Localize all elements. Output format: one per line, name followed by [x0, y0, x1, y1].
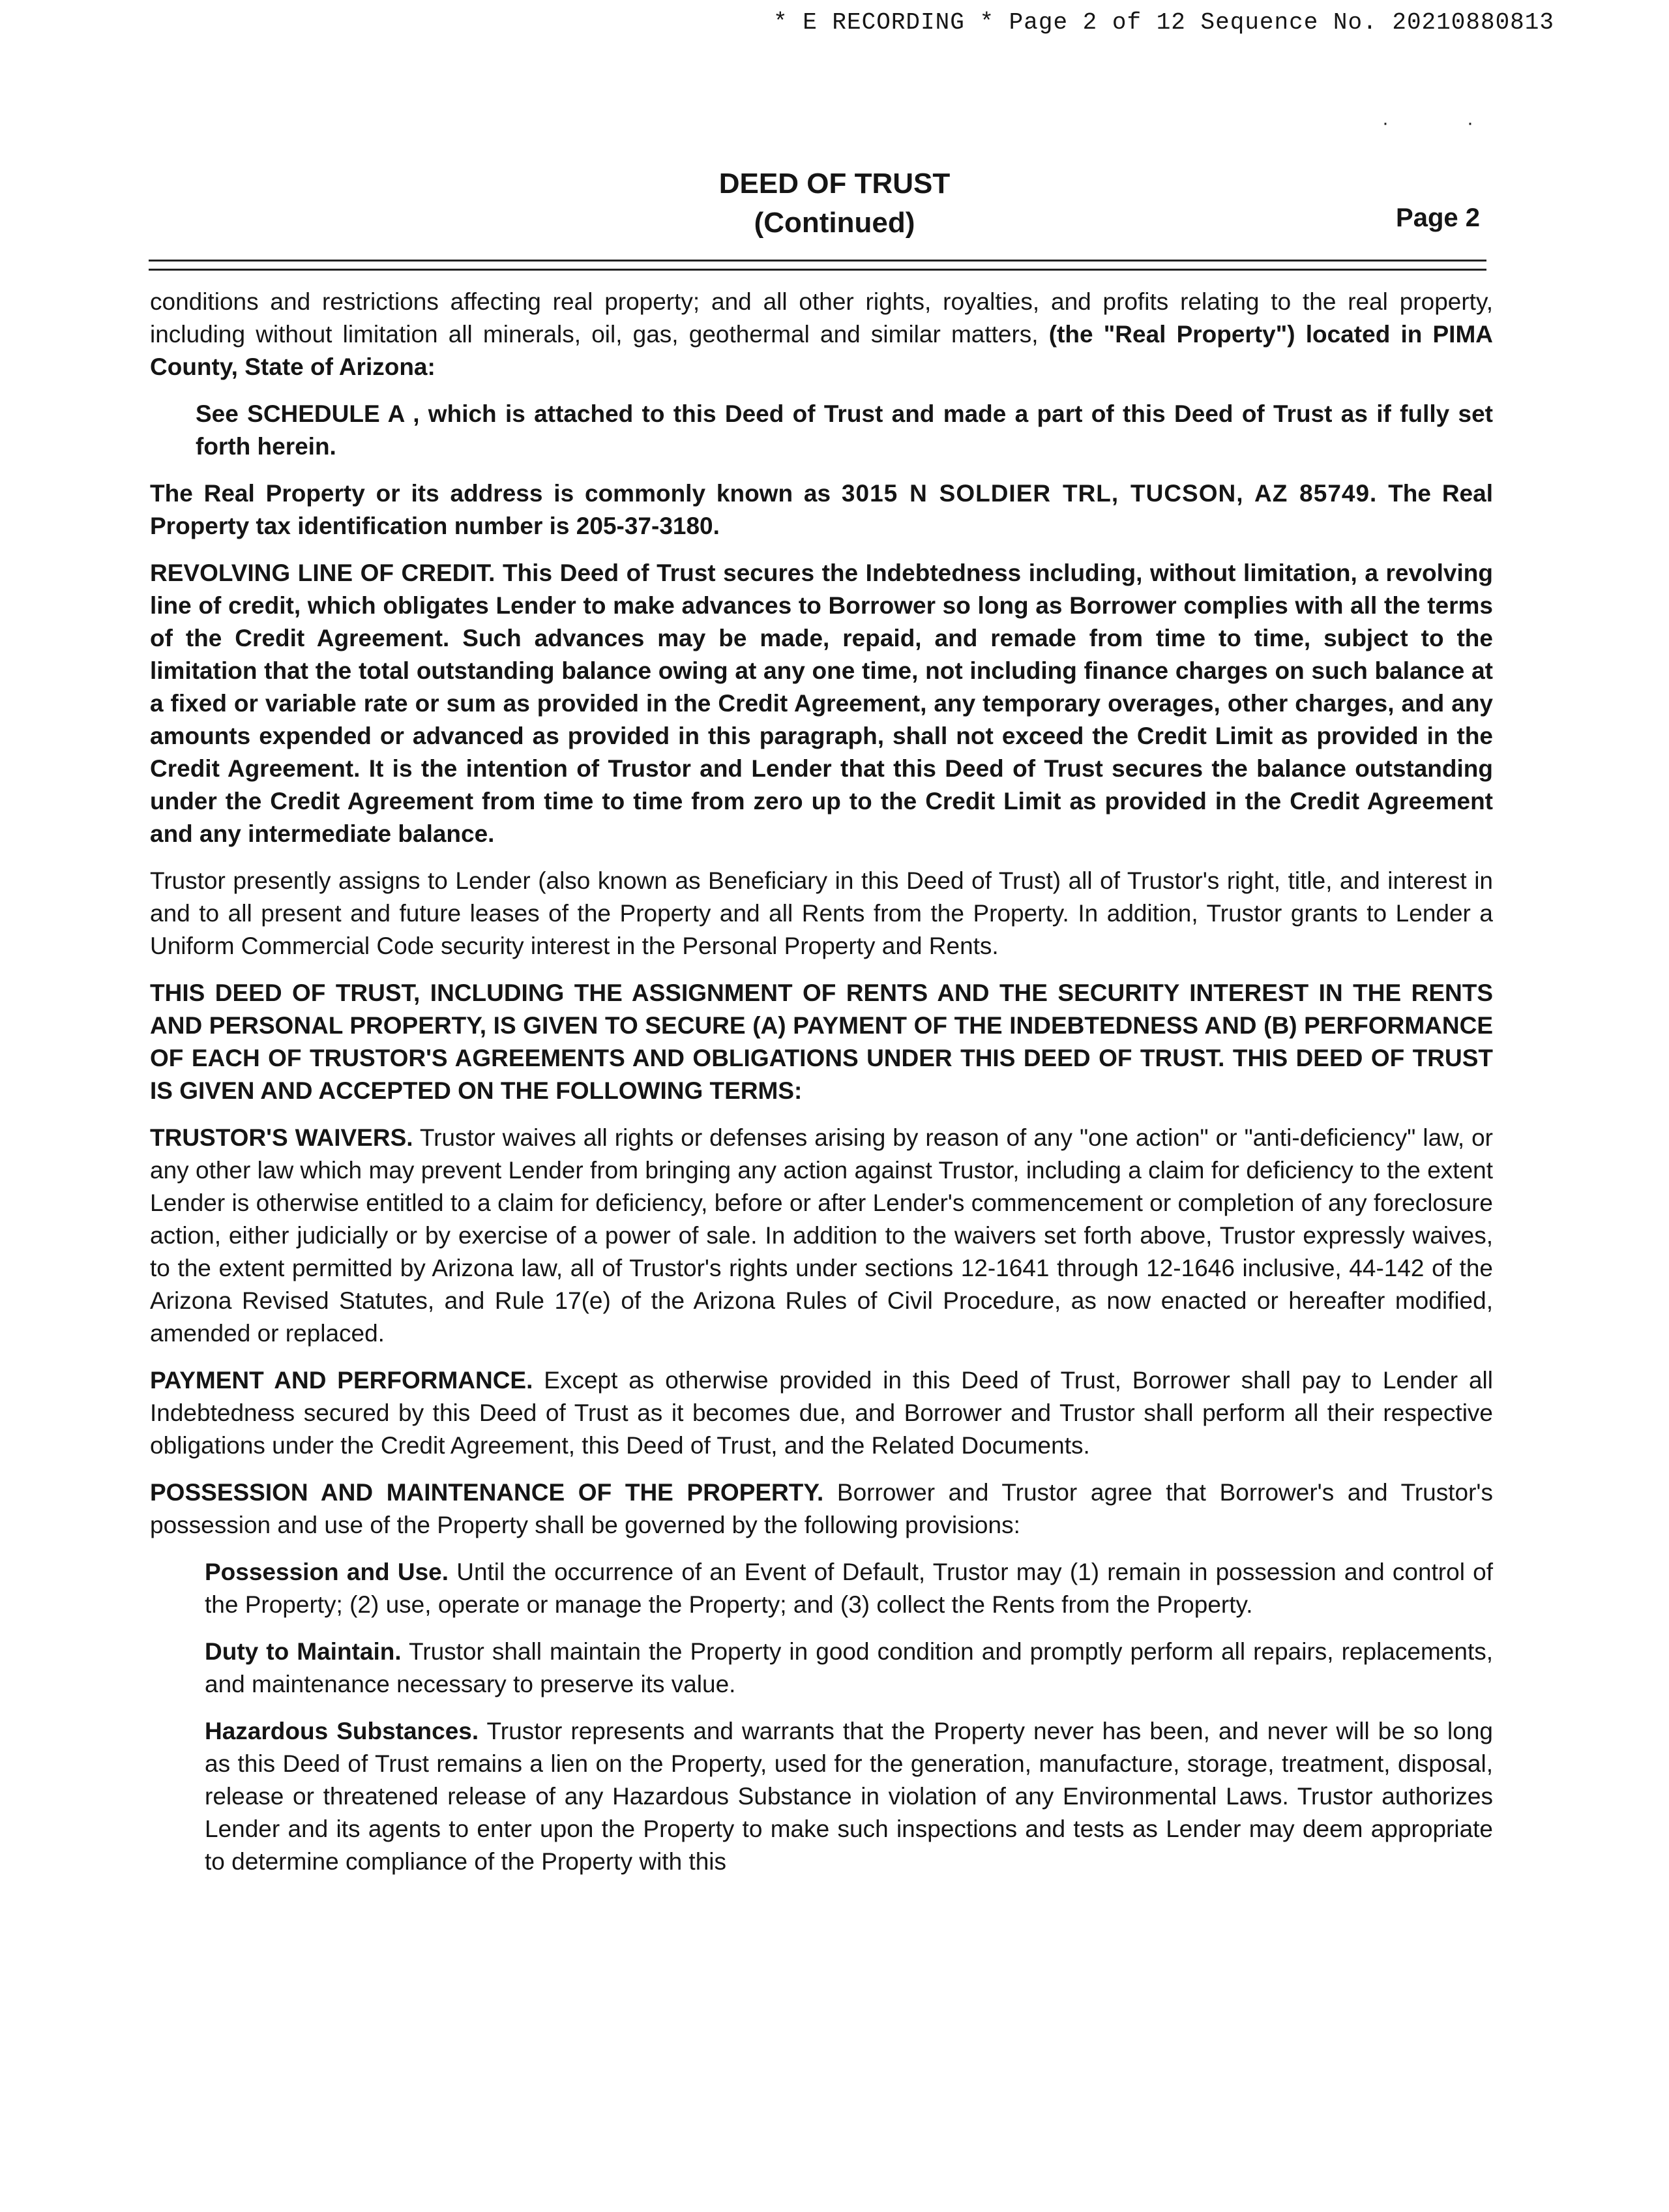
section-heading: POSSESSION AND MAINTENANCE OF THE PROPERTY. — [150, 1479, 824, 1506]
address-paragraph: The Real Property or its address is commonly known as 3015 N SOLDIER TRL, TUCSON, AZ 85749. The Real Property tax identification number is 205-37-3180. — [150, 480, 1493, 539]
document-body — [150, 286, 1493, 1892]
possession-maintenance-paragraph: POSSESSION AND MAINTENANCE OF THE PROPERTY. Borrower and Trustor agree that Borrower's and Trustor's possession and use of the Property shall be governed by the following provisions: — [150, 1479, 1494, 1538]
schedule-a-paragraph: See SCHEDULE A , which is attached to this Deed of Trust and made a part of this Deed of Trust as if fully set forth herein. — [196, 400, 1493, 460]
property-address: 3015 N SOLDIER TRL, TUCSON, AZ 85749. — [841, 480, 1378, 507]
trustors-waivers-paragraph: TRUSTOR'S WAIVERS. Trustor waives all rights or defenses arising by reason of any "one action" or "anti-deficiency" law, or any other law which may prevent Lender from bringing any action against Trustor, including a claim for deficiency to the extent Lender is otherwise entitled to a claim for deficiency, before or after Lender's commencement or completion of any foreclosure action, either judicially or by exercise of a power of sale. In addition to the waivers set forth above, Trustor expressly waives, to the extent permitted by Arizona law, all of Trustor's rights under sections 12-1641 through 12-1646 inclusive, 44-142 of the Arizona Revised Statutes, and Rule 17(e) of the Arizona Rules of Civil Procedure, as now enacted or hereafter modified, amended or replaced. — [150, 1124, 1493, 1347]
assignment-paragraph: Trustor presently assigns to Lender (also known as Beneficiary in this Deed of Trust) all of Trustor's right, title, and interest in and to all present and future leases of the Property and all Rents from the Property. In addition, Trustor grants to Lender a Uniform Commercial Code security interest in the Personal Property and Rents. — [150, 867, 1493, 959]
page-number: Page 2 — [1396, 203, 1480, 232]
subsection-heading: Duty to Maintain. — [205, 1638, 402, 1665]
recording-stamp: * E RECORDING * Page 2 of 12 Sequence No. 20210880813 — [773, 9, 1554, 36]
section-heading: PAYMENT AND PERFORMANCE. — [150, 1367, 533, 1394]
security-statement-paragraph: THIS DEED OF TRUST, INCLUDING THE ASSIGNMENT OF RENTS AND THE SECURITY INTEREST IN THE RENTS AND PERSONAL PROPERTY, IS GIVEN TO SECURE (A) PAYMENT OF THE INDEBTEDNESS AND (B) PERFORMANCE OF EACH OF TRUSTOR'S AGREEMENTS AND OBLIGATIONS UNDER THIS DEED OF TRUST. THIS DEED OF TRUST IS GIVEN AND ACCEPTED ON THE FOLLOWING TERMS: — [150, 979, 1493, 1104]
possession-use-paragraph: Possession and Use. Until the occurrence of an Event of Default, Trustor may (1) remain in possession and control of the Property; (2) use, operate or manage the Property; and (3) collect the Rents from the Property. — [205, 1559, 1493, 1618]
document-title: DEED OF TRUST — [718, 168, 951, 200]
subsection-heading: Hazardous Substances. — [205, 1718, 479, 1744]
revolving-credit-paragraph: REVOLVING LINE OF CREDIT. This Deed of Trust secures the Indebtedness including, without limitation, a revolving line of credit, which obligates Lender to make advances to Borrower so long as Borrower complies with all the terms of the Credit Agreement. Such advances may be made, repaid, and remade from time to time, subject to the limitation that the total outstanding balance owing at any one time, not including finance charges on such balance at a fixed or variable rate or sum as provided in the Credit Agreement, any temporary overages, other charges, and any amounts expended or advanced as provided in this paragraph, shall not exceed the Credit Limit as provided in the Credit Agreement. It is the intention of Trustor and Lender that this Deed of Trust secures the balance outstanding under the Credit Agreement from time to time from zero up to the Credit Limit as provided in the Credit Agreement and any intermediate balance. — [150, 560, 1493, 847]
section-heading: REVOLVING LINE OF CREDIT. — [150, 560, 495, 586]
payment-performance-paragraph: PAYMENT AND PERFORMANCE. Except as otherwise provided in this Deed of Trust, Borrower shall pay to Lender all Indebtedness secured by this Deed of Trust as it becomes due, and Borrower and Trustor shall perform all their respective obligations under the Credit Agreement, this Deed of Trust, and the Related Documents. — [150, 1367, 1493, 1459]
real-property-paragraph: conditions and restrictions affecting real property; and all other rights, royalties, and profits relating to the real property, including without limitation all minerals, oil, gas, geothermal and similar matters, (the "Real Property") located in PIMA County, State of Arizona: — [150, 288, 1494, 380]
document-subtitle: (Continued) — [754, 207, 915, 239]
subsection-heading: Possession and Use. — [205, 1559, 449, 1585]
section-heading: TRUSTOR'S WAIVERS. — [150, 1124, 413, 1151]
hazardous-substances-paragraph: Hazardous Substances. Trustor represents and warrants that the Property never has been, and never will be so long as this Deed of Trust remains a lien on the Property, used for the generation, manufacture, storage, treatment, disposal, release or threatened release of any Hazardous Substance in violation of any Environmental Laws. Trustor authorizes Lender and its agents to enter upon the Property to make such inspections and tests as Lender may deem appropriate to determine compliance of the Property with this — [205, 1718, 1494, 1875]
duty-to-maintain-paragraph: Duty to Maintain. Trustor shall maintain the Property in good condition and promptly perform all repairs, replacements, and maintenance necessary to preserve its value. — [205, 1638, 1493, 1697]
header-rule-bottom — [149, 269, 1486, 271]
header-rule-top — [149, 260, 1486, 262]
scan-specks: · · — [1382, 112, 1473, 134]
